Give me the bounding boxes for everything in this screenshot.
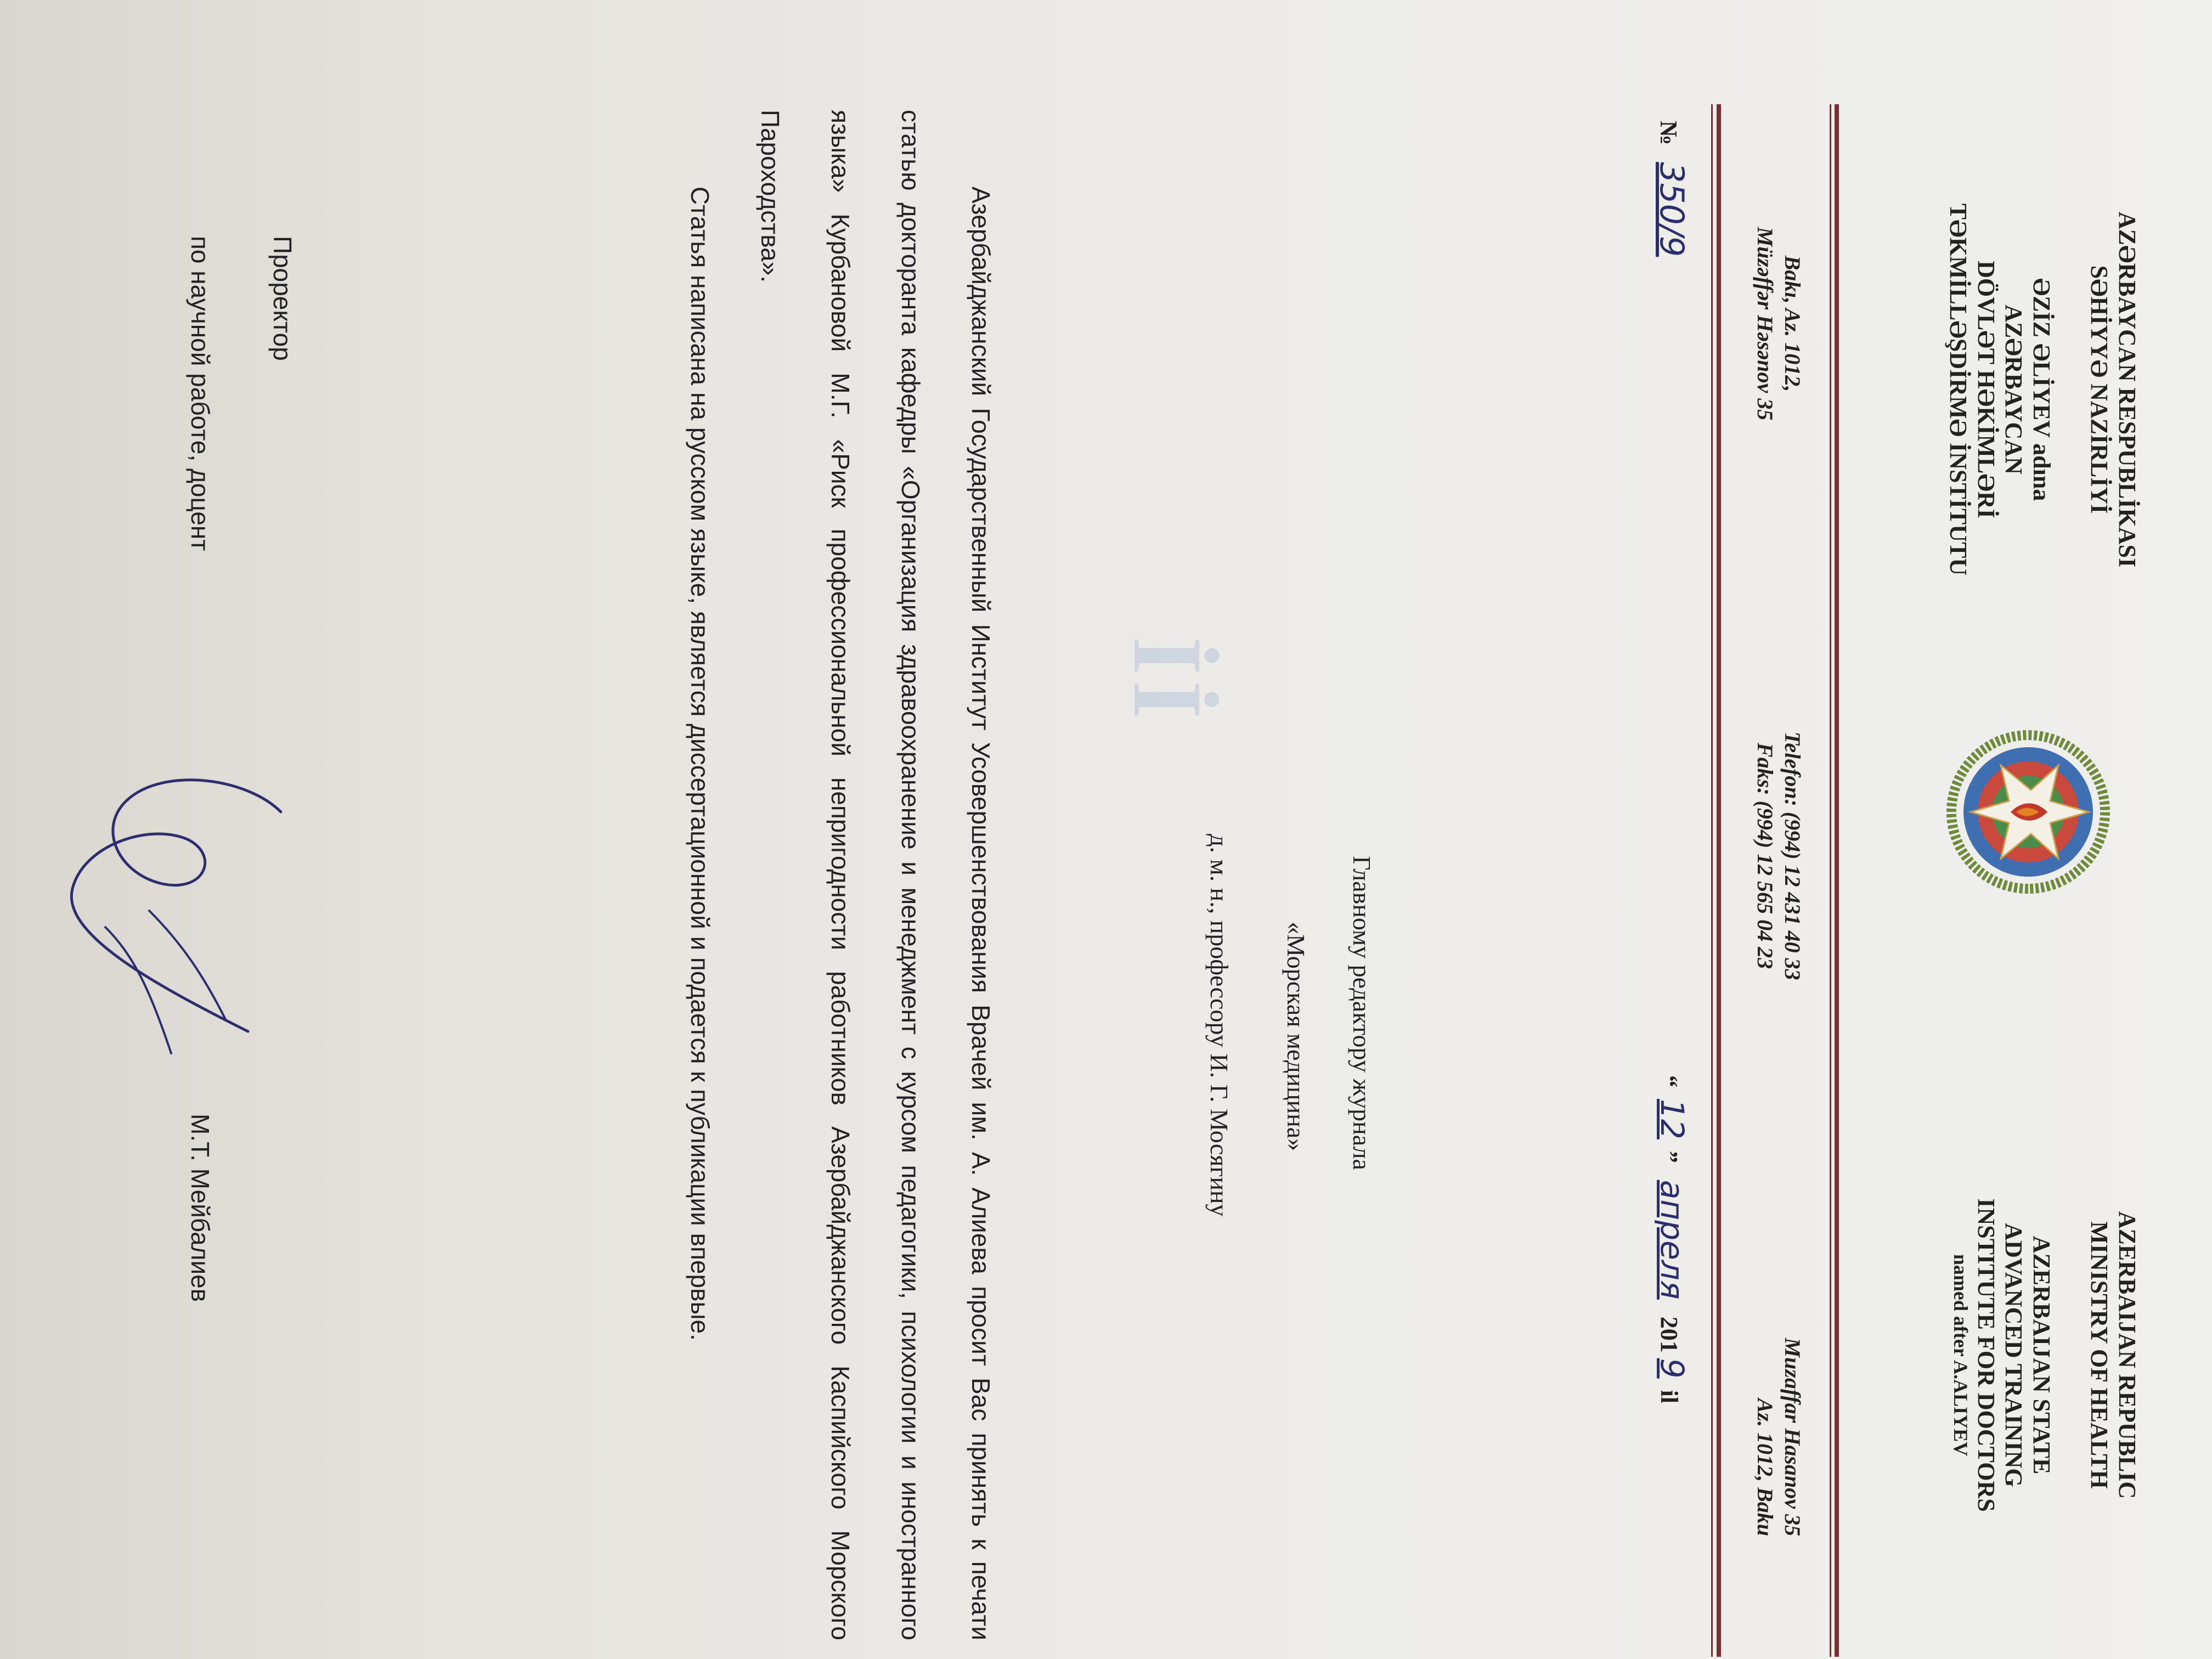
date-quote-open: “ xyxy=(1656,1075,1683,1087)
state-emblem-icon xyxy=(1946,730,2111,894)
header-az-line6: TƏKMİLLƏŞDİRMƏ İNSTİTUTU xyxy=(1945,203,1972,576)
header-english xyxy=(1949,1086,2141,1624)
header-rule-top xyxy=(1835,104,1839,1657)
body-paragraph-1: Азербайджанский Государственный Институт Усовершенствования Врачей им. А. Алиева просит Вас принять к печати статью докторанта кафедры «Организация здравоохранение и менеджмент с курсом педагогики, психологии и иностранного языка» Курбановой М.Г. «Риск профессиональной непригодности работников Азербайджанского Каспийского Морского Пароходства». xyxy=(756,110,995,1640)
letter-body xyxy=(665,110,1016,1640)
contact-fax: Faks: (994) 12 565 04 23 xyxy=(1753,742,1778,969)
addressee-line3: д. м. н., профессору И. Г. Мосягину xyxy=(1205,834,1233,1217)
header-rule-top-thin xyxy=(1830,104,1831,1657)
header-az-line2: SƏHİYYƏ NAZİRLİYİ xyxy=(2086,265,2113,514)
header-en-line1: AZERBAIJAN REPUBLIC xyxy=(2114,1211,2141,1499)
header-az-line3: ƏZİZ ƏLİYEV adına xyxy=(2028,278,2055,501)
date-quote-close: ” xyxy=(1656,1150,1683,1163)
date-year-prefix: 201 xyxy=(1656,1316,1683,1353)
contact-en-addr1: Muzaffar Hasanov 35 xyxy=(1780,1338,1805,1536)
contact-phone: Telefon: (994) 12 431 40 33 xyxy=(1780,731,1805,980)
header-azerbaijani xyxy=(1944,66,2141,713)
header-en-line4: ADVANCED TRAINING xyxy=(2000,1223,2028,1487)
header-rule-bottom xyxy=(1717,104,1721,1657)
faint-stamp-mark: İİ xyxy=(1113,636,1222,725)
contact-en-addr2: Az. 1012, Baku xyxy=(1753,1398,1778,1536)
contact-az-address xyxy=(1751,181,1806,466)
signer-name: М.Т. Мейбалиев xyxy=(186,1114,215,1302)
date-month: апреля xyxy=(1654,1180,1691,1300)
contact-en-address xyxy=(1751,1196,1806,1536)
addressee-line2: «Морская медицина» xyxy=(1282,922,1310,1152)
header-rule-bottom-thin xyxy=(1711,104,1713,1657)
date-day: 12 xyxy=(1654,1099,1691,1139)
handwritten-signature-icon xyxy=(40,746,314,1075)
date-year-end: il xyxy=(1656,1390,1683,1404)
signer-title-1: Проректор xyxy=(268,236,297,361)
contact-az-addr2: Müzəffər Həsənov 35 xyxy=(1753,227,1778,421)
header-az-line5: DÖVLƏT HƏKİMLƏRİ xyxy=(1972,261,2000,518)
header-en-line2: MINISTRY OF HEALTH xyxy=(2086,1221,2113,1489)
number-value: 350/9 xyxy=(1652,162,1691,257)
signer-title-2: по научной работе, доцент xyxy=(186,236,215,551)
header-az-line4: AZƏRBAYCAN xyxy=(2000,304,2028,475)
date-year-suffix: 9 xyxy=(1654,1358,1691,1379)
header-en-line6: named after A.ALIYEV xyxy=(1950,1254,1972,1457)
number-label: № xyxy=(1655,121,1682,145)
body-paragraph-2: Статья написана на русском языке, является диссертационной и подается к публикации впервые. xyxy=(686,187,714,1341)
contact-phone-fax xyxy=(1751,647,1806,1064)
contact-az-addr1: Bakı, Az. 1012, xyxy=(1780,255,1805,392)
header-en-line3: AZERBAIJAN STATE xyxy=(2028,1235,2055,1475)
header-az-line1: AZƏRBAYCAN RESPUBLİKASI xyxy=(2114,211,2141,568)
reference-date xyxy=(1654,1075,1691,1403)
header-en-line5: INSTITUTE FOR DOCTORS xyxy=(1972,1198,2000,1512)
reference-number xyxy=(1652,121,1691,268)
addressee-line1: Главному редактору журнала xyxy=(1348,856,1376,1170)
